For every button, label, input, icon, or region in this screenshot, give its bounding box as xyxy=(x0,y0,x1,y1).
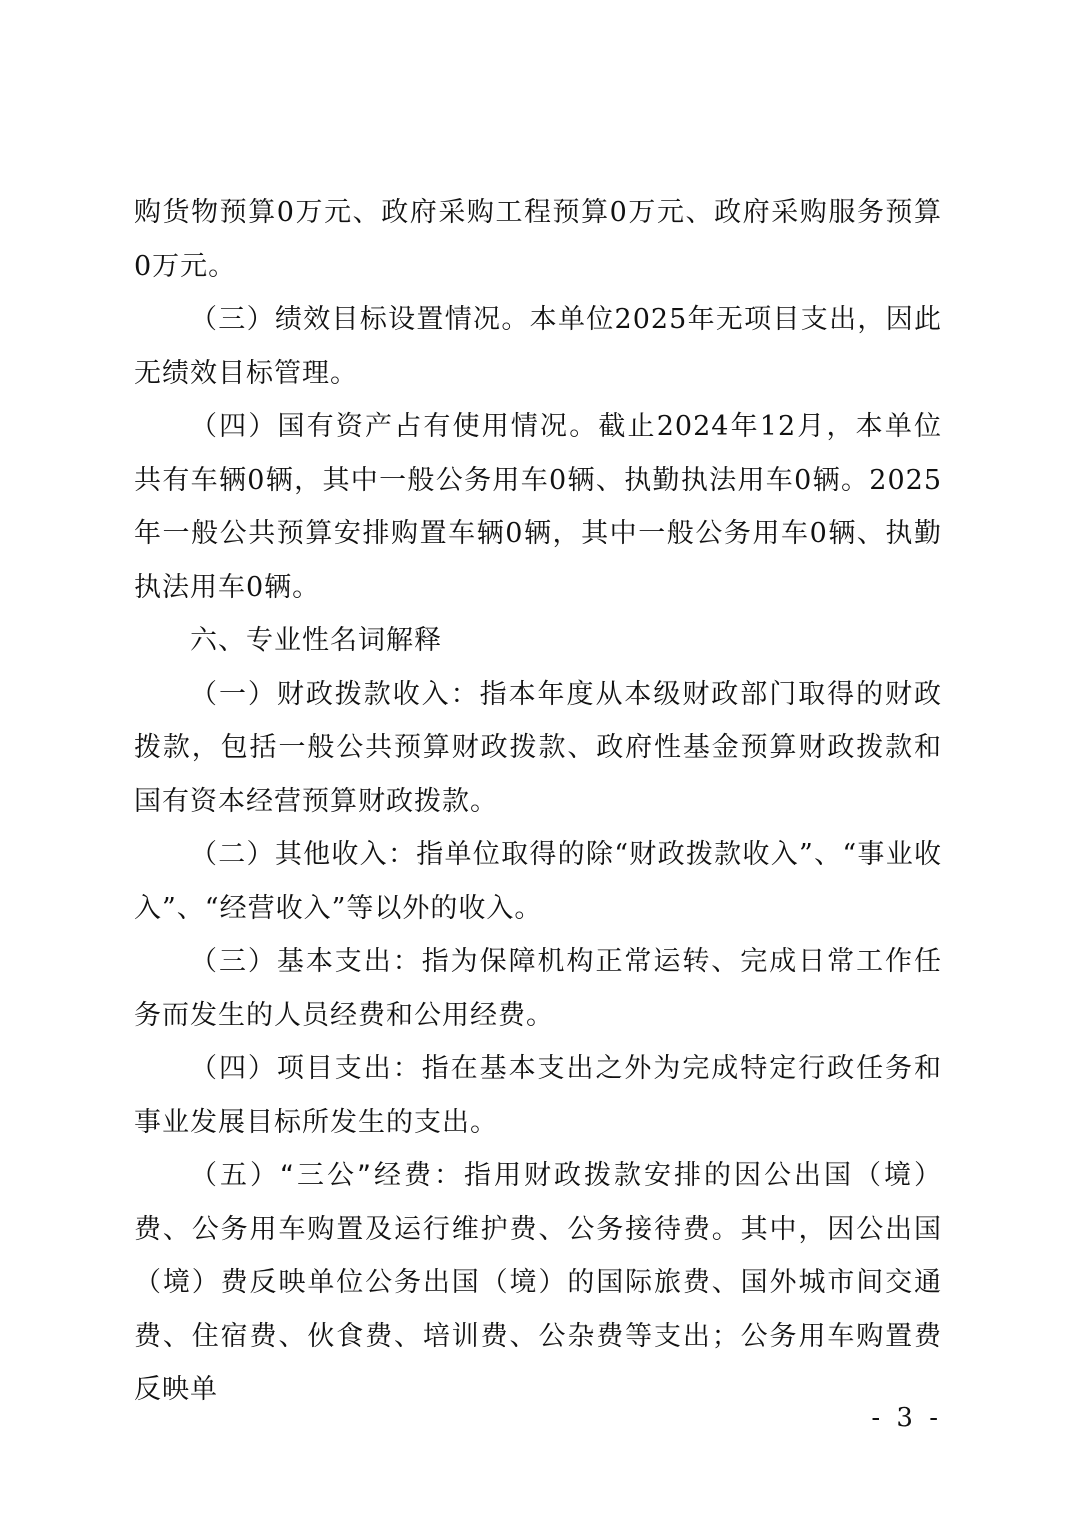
paragraph-text: 截止2024年12月，本单位共有车辆0辆，其中一般公务用车0辆、执勤执法用车0辆。2025年一般公共预算安排购置车辆0辆，其中一般公务用车0辆、执勤执法用车0辆。 xyxy=(134,411,942,603)
section-heading: 六、专业性名词解释 xyxy=(190,625,442,656)
definition-fiscal-appropriation xyxy=(134,668,942,829)
paragraph-state-assets xyxy=(134,400,942,614)
definition-three-public-expenses xyxy=(134,1149,942,1417)
page-number: - 3 - xyxy=(871,1403,942,1433)
definition-text: 指用财政拨款安排的因公出国（境）费、公务用车购置及运行维护费、公务接待费。其中，因公出国（境）费反映单位公务出国（境）的国际旅费、国外城市间交通费、住宿费、伙食费、培训费、公杂费等支出；公务用车购置费反映单 xyxy=(134,1160,942,1405)
definition-text: 指在基本支出之外为完成特定行政任务和事业发展目标所发生的支出。 xyxy=(134,1053,943,1138)
definition-term: （四）项目支出： xyxy=(190,1053,422,1084)
paragraph-lead: （四）国有资产占有使用情况。 xyxy=(190,411,599,442)
definition-project-expenditure xyxy=(134,1042,942,1149)
definition-term: （五）“三公”经费： xyxy=(190,1160,464,1191)
document-body xyxy=(134,186,942,1417)
paragraph-lead: （三）绩效目标设置情况。 xyxy=(190,304,530,335)
definition-basic-expenditure xyxy=(134,935,942,1042)
definition-term: （二）其他收入： xyxy=(190,839,417,870)
definition-other-income xyxy=(134,828,942,935)
paragraph-performance-targets xyxy=(134,293,942,400)
paragraph-text: 购货物预算0万元、政府采购工程预算0万元、政府采购服务预算0万元。 xyxy=(134,197,942,282)
definition-text: 指本年度从本级财政部门取得的财政拨款，包括一般公共预算财政拨款、政府性基金预算财政拨款和国有资本经营预算财政拨款。 xyxy=(134,678,943,817)
definition-text: 指单位取得的除“财政拨款收入”、“事业收入”、“经营收入”等以外的收入。 xyxy=(134,839,942,924)
definition-term: （三）基本支出： xyxy=(190,946,422,977)
definition-term: （一）财政拨款收入： xyxy=(190,678,480,710)
paragraph-procurement-continued xyxy=(134,186,942,293)
paragraph-text: 本单位2025年无项目支出，因此无绩效目标管理。 xyxy=(134,304,942,389)
definition-text: 指为保障机构正常运转、完成日常工作任务而发生的人员经费和公用经费。 xyxy=(134,946,943,1031)
